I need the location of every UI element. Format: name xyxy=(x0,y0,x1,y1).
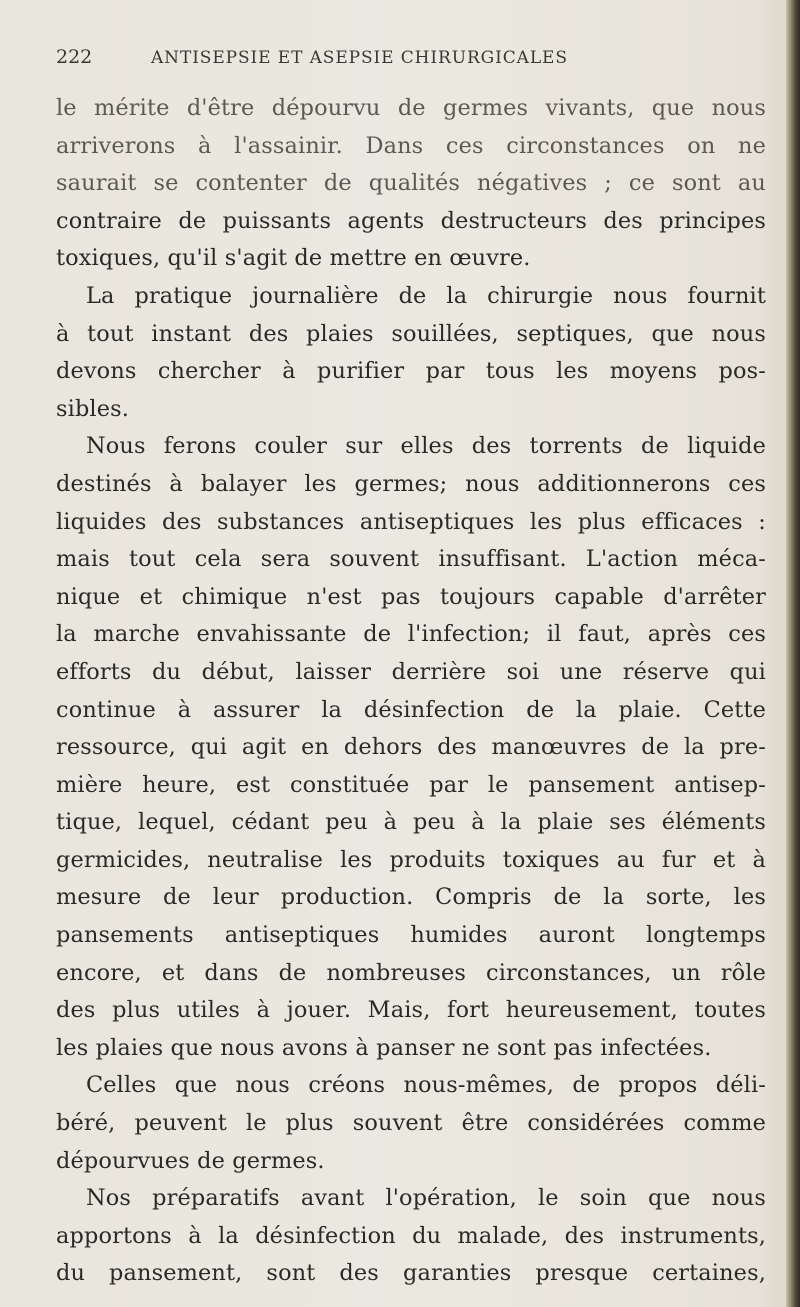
text-line: des plus utiles à jouer. Mais, fort heureusement, toutes xyxy=(56,997,766,1024)
text-line: ressource, qui agit en dehors des manœuvres de la pre- xyxy=(56,734,766,761)
text-line: tique, lequel, cédant peu à peu à la plaie ses éléments xyxy=(56,809,766,836)
text-line: mière heure, est constituée par le pansement antisep- xyxy=(56,771,766,798)
text-line: la marche envahissante de l'infection; il faut, après ces xyxy=(56,621,766,648)
text-line: Nous ferons couler sur elles des torrents de liquide xyxy=(86,433,766,460)
text-line: sibles. xyxy=(56,395,130,422)
text-line: mesure de leur production. Compris de la sorte, les xyxy=(56,884,766,911)
text-line: continue à assurer la désinfection de la plaie. Cette xyxy=(56,696,766,723)
text-line: les plaies que nous avons à panser ne sont pas infectées. xyxy=(56,1034,712,1061)
paragraph xyxy=(56,90,766,278)
running-title: ANTISEPSIE ET ASEPSIE CHIRURGICALES xyxy=(151,48,568,68)
text-line: béré, peuvent le plus souvent être considérées comme xyxy=(56,1110,766,1137)
text-line: La pratique journalière de la chirurgie nous fournit xyxy=(86,282,766,309)
page-number: 222 xyxy=(56,46,93,68)
text-line: encore, et dans de nombreuses circonstances, un rôle xyxy=(56,959,766,986)
text-line: devons chercher à purifier par tous les moyens pos- xyxy=(56,358,766,385)
paragraph xyxy=(56,428,766,1067)
text-line: du pansement, sont des garanties presque certaines, xyxy=(56,1260,766,1287)
book-spine-shadow xyxy=(786,0,800,1307)
text-line: arriverons à l'assainir. Dans ces circonstances on ne xyxy=(56,132,766,159)
text-line: germicides, neutralise les produits toxiques au fur et à xyxy=(56,846,766,873)
text-line: le mérite d'être dépourvu de germes vivants, que nous xyxy=(56,95,766,121)
paragraph xyxy=(56,1180,766,1293)
text-line: pansements antiseptiques humides auront longtemps xyxy=(56,922,766,949)
text-line: Celles que nous créons nous-mêmes, de propos déli- xyxy=(86,1072,766,1099)
text-line: toxiques, qu'il s'agit de mettre en œuvre. xyxy=(56,245,531,272)
body-text xyxy=(56,90,766,1293)
text-line: efforts du début, laisser derrière soi une réserve qui xyxy=(56,658,766,685)
text-line: Nos préparatifs avant l'opération, le soin que nous xyxy=(86,1185,766,1212)
running-head xyxy=(56,46,756,76)
text-line: mais tout cela sera souvent insuffisant. L'action méca- xyxy=(56,546,766,573)
text-line: à tout instant des plaies souillées, septiques, que nous xyxy=(56,320,766,347)
text-line: saurait se contenter de qualités négatives ; ce sont au xyxy=(56,170,766,197)
paragraph xyxy=(56,1067,766,1180)
text-line: destinés à balayer les germes; nous additionnerons ces xyxy=(56,470,766,497)
text-line: dépourvues de germes. xyxy=(56,1147,325,1174)
text-line: nique et chimique n'est pas toujours capable d'arrêter xyxy=(56,583,766,610)
text-line: apportons à la désinfection du malade, des instruments, xyxy=(56,1222,766,1249)
text-line: contraire de puissants agents destructeurs des principes xyxy=(56,207,766,234)
paragraph xyxy=(56,278,766,428)
text-line: liquides des substances antiseptiques les plus efficaces : xyxy=(56,508,766,535)
